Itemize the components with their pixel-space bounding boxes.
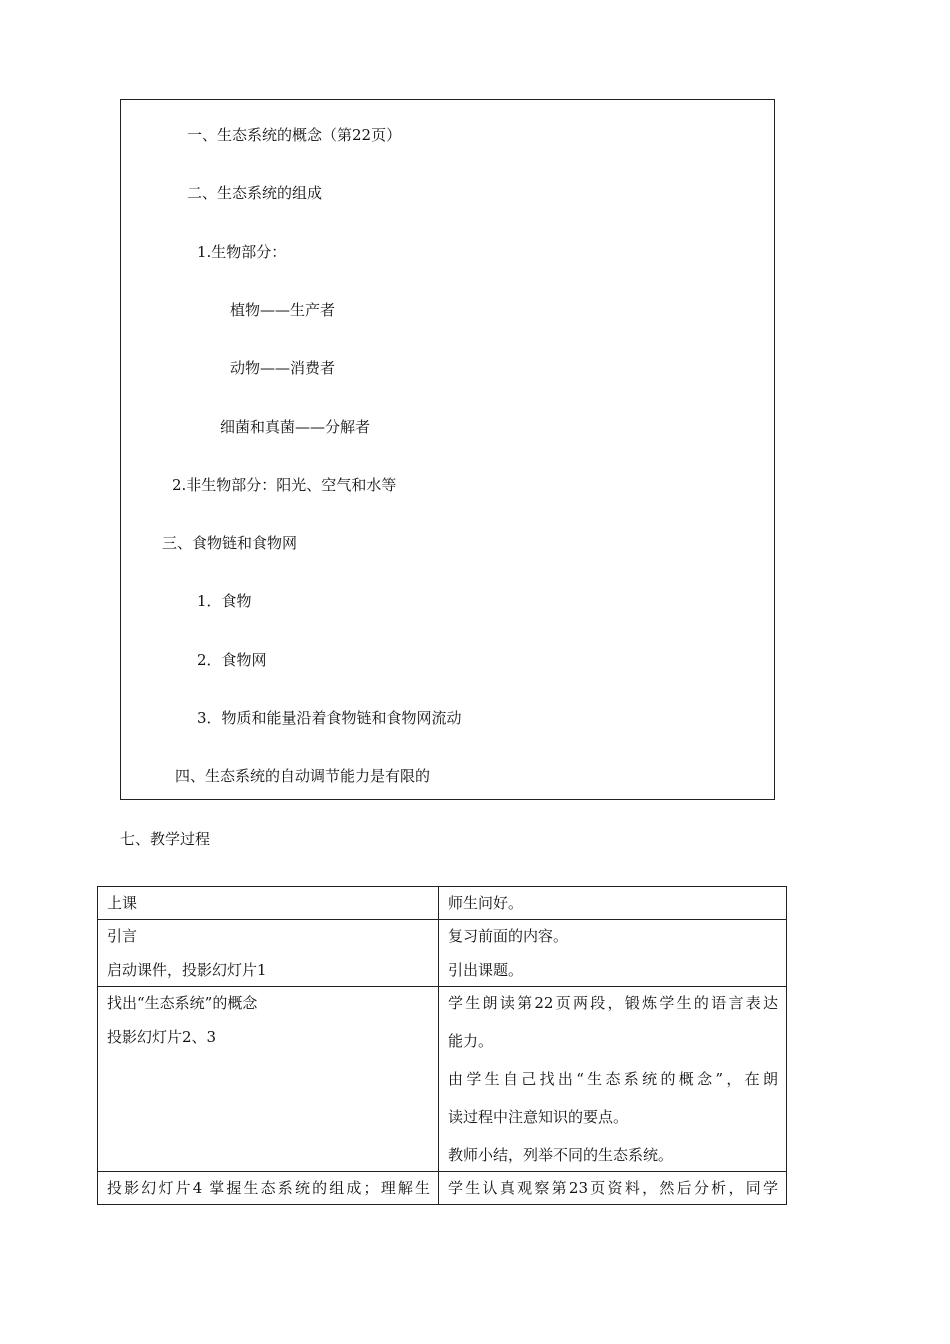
table-row	[98, 1172, 787, 1205]
cell-text: 教师小结，列举不同的生态系统。	[448, 1146, 674, 1164]
cell-text: 读过程中注意知识的要点。	[448, 1108, 629, 1126]
table-cell	[439, 887, 787, 920]
cell-text: 引出课题。	[448, 961, 524, 979]
teaching-process-table	[97, 886, 787, 1205]
cell-text: 复习前面的内容。	[448, 927, 569, 945]
outline-subitem-biotic: 1.生物部分：	[197, 243, 287, 261]
table-row	[98, 987, 787, 1172]
table-cell	[439, 1172, 787, 1205]
cell-text: 学生朗读第22页两段，锻炼学生的语言表达	[448, 994, 778, 1012]
cell-text: 启动课件，投影幻灯片1	[107, 961, 267, 979]
outline-line-producers: 植物——生产者	[230, 301, 336, 319]
table-cell	[98, 987, 439, 1172]
table-cell	[98, 920, 439, 987]
cell-text: 学生认真观察第23页资料，然后分析，同学	[448, 1179, 778, 1197]
table-row	[98, 887, 787, 920]
cell-text: 找出“生态系统”的概念	[107, 994, 258, 1012]
cell-text: 能力。	[448, 1032, 494, 1050]
outline-line-decomposers: 细菌和真菌——分解者	[220, 418, 371, 436]
table-cell	[98, 1172, 439, 1205]
cell-text: 师生问好。	[448, 894, 524, 912]
outline-heading-2: 二、生态系统的组成	[187, 184, 323, 202]
table-cell	[98, 887, 439, 920]
table-row	[98, 920, 787, 987]
cell-text: 由学生自己找出“生态系统的概念”，在朗	[448, 1070, 778, 1088]
cell-text: 引言	[107, 927, 138, 945]
outline-box	[120, 99, 775, 800]
table-cell	[439, 920, 787, 987]
outline-heading-1: 一、生态系统的概念（第22页）	[187, 126, 402, 144]
outline-line-consumers: 动物——消费者	[230, 359, 336, 377]
outline-subitem-food-web: 2．食物网	[197, 651, 267, 669]
outline-heading-3: 三、食物链和食物网	[162, 534, 298, 552]
cell-text: 上课	[107, 894, 138, 912]
section-heading: 七、教学过程	[120, 830, 211, 848]
outline-subitem-food-chain: 1．食物	[197, 592, 252, 610]
outline-subitem-abiotic: 2.非生物部分：阳光、空气和水等	[172, 476, 397, 494]
outline-subitem-energy-flow: 3．物质和能量沿着食物链和食物网流动	[197, 709, 462, 727]
outline-heading-4: 四、生态系统的自动调节能力是有限的	[175, 767, 431, 785]
table-cell	[439, 987, 787, 1172]
cell-text: 投影幻灯片4 掌握生态系统的组成；理解生	[107, 1179, 430, 1197]
cell-text: 投影幻灯片2、3	[107, 1028, 217, 1046]
